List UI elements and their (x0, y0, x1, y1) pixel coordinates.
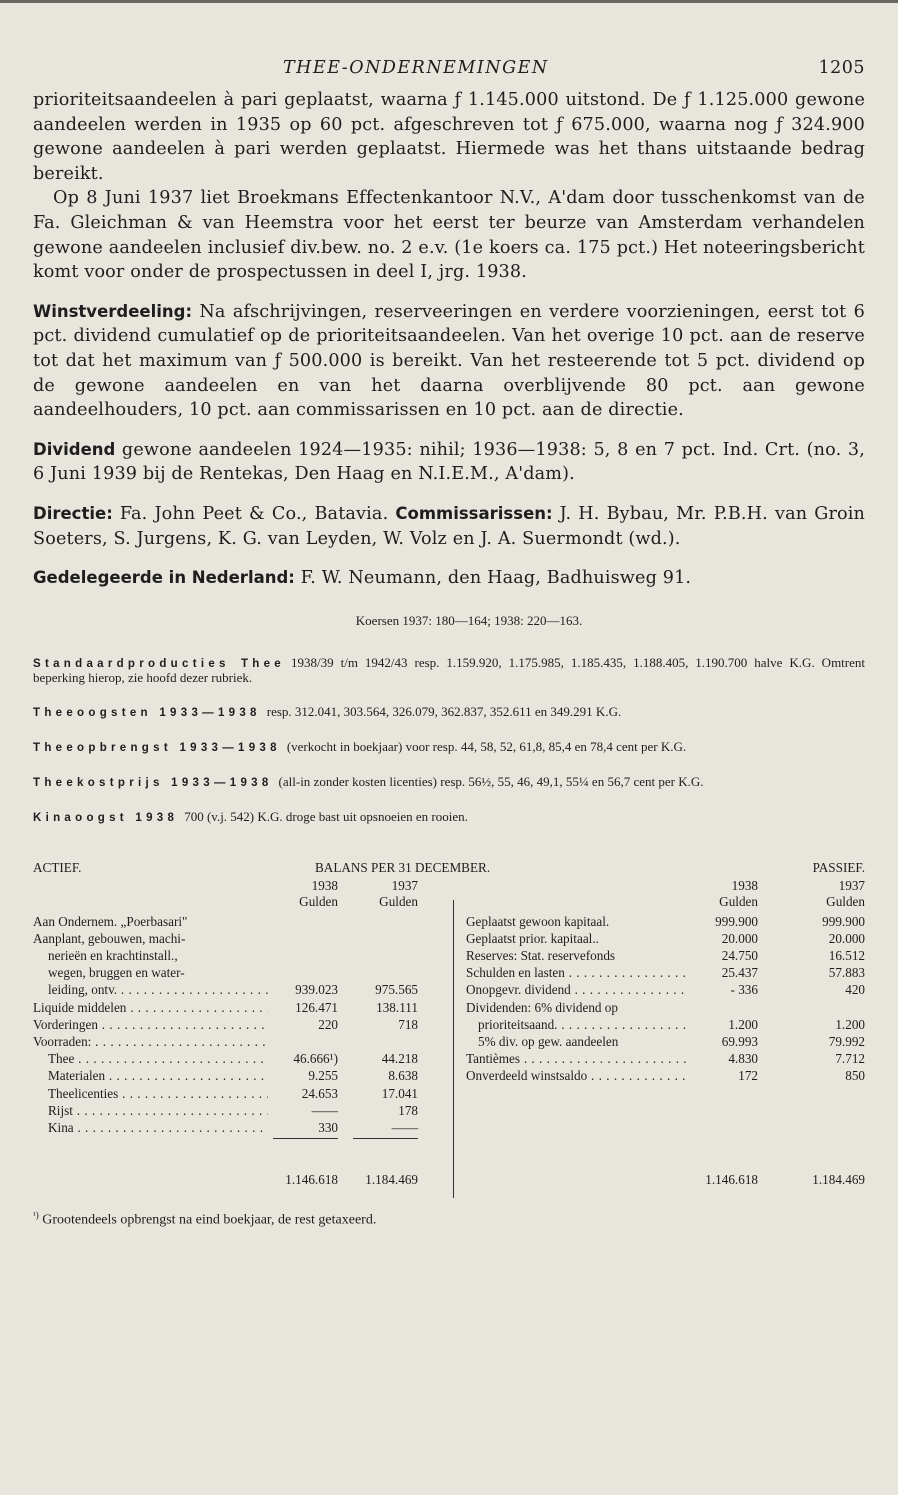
commissarissen-label: Commissarissen: (395, 503, 553, 523)
actief-row-label (48, 1103, 268, 1119)
actief-row-label (48, 965, 268, 981)
note-theekostprijs (33, 775, 865, 790)
row-label-text: Aanplant, gebouwen, machi- (33, 930, 186, 946)
row-label-text: Dividenden: 6% dividend op (466, 999, 618, 1015)
footnote-text: Grootendeels opbrengst na eind boekjaar, de rest getaxeerd. (38, 1212, 377, 1228)
actief-row-label (48, 1068, 268, 1084)
passief-value-1938: 20.000 (721, 930, 758, 946)
row-label-text: Liquide middelen . . . (33, 1000, 268, 1015)
actief-value-1937 (353, 931, 418, 947)
year-header: 1937 (838, 877, 865, 893)
actief-value-1938 (273, 914, 338, 930)
actief-value-1937 (353, 914, 418, 930)
row-label-text: prioriteitsaand. . . . (478, 1017, 686, 1032)
actief-row-label (48, 948, 268, 964)
actief-row-label (33, 1017, 268, 1033)
passief-value-1938: 999.900 (715, 913, 758, 929)
actief-value-1937: 8.638 (388, 1068, 418, 1084)
note-text: 700 (v.j. 542) K.G. droge bast uit opsnoeien en rooien. (184, 808, 468, 824)
paragraph-listing: Op 8 Juni 1937 liet Broekmans Effectenkantoor N.V., A'dam door tusschenkomst van de Fa. Gleichman & van Heemstra voor het eerst ter beurze van Amsterdam verhandelen gewone aandeelen inclusief div.bew. no. 2 e.v. (1e koers ca. 175 pct.) Het noteeringsbericht komt voor onder de prospectussen in deel I, jrg. 1938. (33, 188, 865, 283)
row-label-text: 5% div. op gew. aandeelen (478, 1034, 619, 1050)
row-label-text: Theelicenties . . . (48, 1086, 268, 1101)
actief-value-1938 (273, 1034, 338, 1050)
year-header: 1938 (311, 877, 338, 893)
paragraph-dividend (33, 438, 865, 487)
page (33, 58, 865, 1228)
page-number: 1205 (818, 58, 865, 78)
paragraph-gedelegeerde (33, 566, 865, 591)
passief-value-1937: 7.712 (835, 1051, 865, 1067)
row-label-text: Materialen . . . (48, 1068, 268, 1083)
passief-value-1937: 999.900 (822, 913, 865, 929)
sum-rule (353, 1138, 418, 1139)
row-label-text: Onverdeeld winstsaldo . . . (466, 1068, 686, 1083)
passief-value-1937: 420 (845, 982, 865, 998)
actief-value-1938: 24.653 (301, 1085, 338, 1101)
passief-row-label (466, 948, 686, 964)
actief-row-label (33, 1000, 268, 1016)
total-passief-1937: 1.184.469 (812, 1171, 865, 1187)
note-theeoogsten (33, 705, 865, 720)
passief-value-1937: 79.992 (828, 1034, 865, 1050)
actief-row-label (33, 1034, 268, 1050)
actief-value-1937: 17.041 (381, 1085, 418, 1101)
koersen-line: Koersen 1937: 180—164; 1938: 220—163. (355, 612, 583, 628)
actief-value-1937: —— (391, 1120, 418, 1136)
note-text: (all-in zonder kosten licenties) resp. 56½, 55, 46, 49,1, 55¼ en 56,7 cent per K.G. (278, 773, 704, 789)
passief-value-1938: - 336 (730, 982, 758, 998)
paragraph-winstverdeeling (33, 300, 865, 423)
note-theeopbrengst (33, 740, 865, 755)
passief-row-label (466, 965, 686, 981)
actief-value-1938 (273, 931, 338, 947)
actief-value-1937 (353, 948, 418, 964)
commissarissen-text: J. H. Bybau, Mr. P.B.H. van Groin Soeters, S. Jurgens, K. G. van Leyden, W. Volz en J. A. Suermondt (wd.). (33, 503, 866, 549)
passief-value-1938: 25.437 (721, 965, 758, 981)
running-header (33, 58, 865, 88)
note-text: resp. 312.041, 303.564, 326.079, 362.837, 352.611 en 349.291 K.G. (266, 703, 622, 719)
page-top-rule (0, 0, 898, 3)
winstverdeeling-text: Na afschrijvingen, reserveeringen en verdere voorzieningen, eerst tot 6 pct. dividend cumulatief op de prioriteitsaandeelen. Van het overige 10 pct. aan de reserve tot dat het maximum van ƒ 500.000 is bereikt. Van het resteerende tot 5 pct. dividend op de gewone aandeelen en van het daarna overblijvende 80 pct. aan gewone aandeelhouders, 10 pct. aan commissarissen en 10 pct. aan de directie. (33, 301, 865, 421)
directie-text: Fa. John Peet & Co., Batavia. (112, 503, 396, 524)
year-header: 1938 (731, 877, 758, 893)
actief-value-1938 (273, 965, 338, 981)
row-label-text: Vorderingen . . . (33, 1017, 268, 1032)
actief-value-1937 (353, 1034, 418, 1050)
actief-value-1937 (353, 965, 418, 981)
actief-value-1938: 46.666¹) (293, 1051, 338, 1067)
row-label-text: Kina . . . (48, 1120, 268, 1135)
note-text: 1938/39 t/m 1942/43 resp. 1.159.920, 1.175.985, 1.185.435, 1.188.405, 1.190.700 halve K.G. Omtrent beperking hierop, zie hoofd dezer rubriek. (33, 654, 866, 685)
actief-value-1938: 330 (318, 1120, 338, 1136)
unit-header: Gulden (299, 893, 338, 909)
passief-value-1937: 1.200 (835, 1016, 865, 1032)
actief-value-1938: 9.255 (308, 1068, 338, 1084)
dividend-label: Dividend (33, 439, 116, 459)
unit-header: Gulden (379, 893, 418, 909)
passief-value-1937: 850 (845, 1068, 865, 1084)
row-label-text: Tantièmes . . . (466, 1051, 686, 1066)
paragraph-directie (33, 502, 865, 551)
passief-value-1938: 69.993 (721, 1034, 758, 1050)
row-label-text: Schulden en lasten . . . (466, 965, 686, 980)
passief-row-label (466, 982, 686, 998)
winstverdeeling-label: Winstverdeeling: (33, 301, 193, 321)
column-divider (453, 900, 454, 1198)
passief-value-1938: 1.200 (728, 1016, 758, 1032)
row-label-text: leiding, ontv. . . . (48, 982, 268, 997)
passief-value-1937: 20.000 (828, 930, 865, 946)
note-text: (verkocht in boekjaar) voor resp. 44, 58, 52, 61,8, 85,4 en 78,4 cent per K.G. (286, 738, 687, 754)
passief-row-label (466, 931, 686, 947)
note-label: Theeopbrengst 1933—1938 (33, 741, 281, 754)
actief-value-1937: 138.111 (376, 999, 418, 1015)
actief-value-1937: 718 (398, 1016, 418, 1032)
year-header: 1937 (391, 877, 418, 893)
actief-value-1938 (273, 948, 338, 964)
sum-rule (273, 1138, 338, 1139)
actief-row-label (48, 1120, 268, 1136)
passief-row-label (466, 1051, 686, 1067)
actief-value-1937: 975.565 (375, 982, 418, 998)
passief-row-label (478, 1017, 686, 1033)
actief-heading: ACTIEF. (33, 859, 82, 875)
row-label-text: Aan Ondernem. „Poerbasari" (33, 913, 188, 929)
actief-value-1938: 939.023 (295, 982, 338, 998)
actief-value-1938: 126.471 (295, 999, 338, 1015)
note-label: Standaardproducties Thee (33, 657, 285, 670)
footnote (33, 1210, 865, 1229)
passief-value-1938 (693, 1000, 758, 1016)
note-label: Theeoogsten 1933—1938 (33, 706, 261, 719)
actief-row-label (48, 1086, 268, 1102)
balance-sheet (33, 860, 865, 1190)
passief-row-label (466, 914, 686, 930)
row-label-text: Geplaatst gewoon kapitaal. (466, 913, 610, 929)
row-label-text: Reserves: Stat. reservefonds (466, 948, 616, 964)
actief-row-label (33, 914, 268, 930)
passief-value-1937: 57.883 (828, 965, 865, 981)
unit-header: Gulden (826, 893, 865, 909)
row-label-text: Thee . . . (48, 1051, 268, 1066)
passief-row-label (478, 1034, 686, 1050)
note-standaardproducties (33, 656, 865, 685)
passief-row-label (466, 1068, 686, 1084)
actief-value-1938: —— (311, 1102, 338, 1118)
actief-row-label (48, 982, 268, 998)
passief-row-label (466, 1000, 686, 1016)
balance-title: BALANS PER 31 DECEMBER. (315, 859, 491, 875)
row-label-text: Rijst . . . (48, 1103, 268, 1118)
gedelegeerde-label: Gedelegeerde in Nederland: (33, 568, 295, 588)
passief-value-1938: 24.750 (721, 948, 758, 964)
passief-value-1937: 16.512 (828, 948, 865, 964)
row-label-text: nerieën en krachtinstall., (48, 948, 178, 964)
running-title: THEE-ONDERNEMINGEN (283, 58, 549, 78)
passief-value-1937 (773, 1000, 865, 1016)
passief-heading: PASSIEF. (812, 859, 865, 875)
footnote-mark: ¹) (33, 1209, 39, 1220)
note-label: Theekostprijs 1933—1938 (33, 776, 273, 789)
dividend-text: gewone aandeelen 1924—1935: nihil; 1936—1938: 5, 8 en 7 pct. Ind. Crt. (no. 3, 6 Juni 1939 bij de Rentekas, Den Haag en N.I.E.M., A'dam). (33, 439, 865, 485)
row-label-text: Geplaatst prior. kapitaal.. (466, 930, 599, 946)
actief-row-label (33, 931, 268, 947)
total-passief-1938: 1.146.618 (705, 1171, 758, 1187)
row-label-text: Voorraden: . . . (33, 1034, 268, 1049)
actief-value-1938: 220 (318, 1016, 338, 1032)
note-kinaoogst (33, 810, 865, 825)
directie-label: Directie: (33, 503, 113, 523)
total-actief-1938: 1.146.618 (285, 1171, 338, 1187)
gedelegeerde-text: F. W. Neumann, den Haag, Badhuisweg 91. (294, 568, 692, 589)
unit-header: Gulden (719, 893, 758, 909)
passief-value-1938: 4.830 (728, 1051, 758, 1067)
passief-value-1938: 172 (738, 1068, 758, 1084)
paragraph-shares: prioriteitsaandeelen à pari geplaatst, waarna ƒ 1.145.000 uitstond. De ƒ 1.125.000 gewone aandeelen werden in 1935 op 60 pct. afgeschreven tot ƒ 675.000, waarna nog ƒ 324.900 gewone aandeelen à pari werden geplaatst. Hiermede was het thans uitstaande bedrag bereikt. (33, 90, 865, 184)
actief-value-1937: 44.218 (381, 1051, 418, 1067)
actief-value-1937: 178 (398, 1102, 418, 1118)
actief-row-label (48, 1051, 268, 1067)
row-label-text: Onopgevr. dividend . . . (466, 982, 686, 997)
note-label: Kinaoogst 1938 (33, 811, 179, 824)
total-actief-1937: 1.184.469 (365, 1171, 418, 1187)
row-label-text: wegen, bruggen en water- (48, 965, 185, 981)
